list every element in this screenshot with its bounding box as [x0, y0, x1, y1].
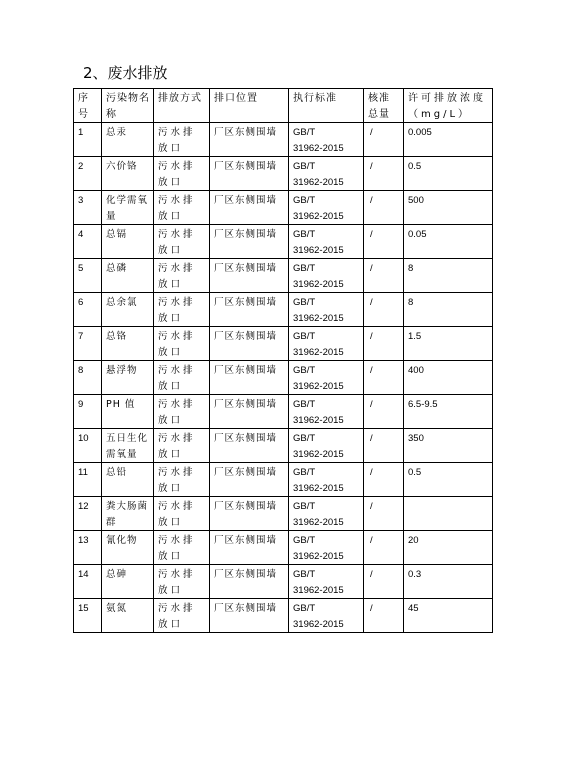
cell-limit: 0.5	[404, 463, 493, 497]
cell-location: 厂区东侧围墙	[210, 225, 289, 259]
cell-location: 厂区东侧围墙	[210, 293, 289, 327]
cell-pollutant: 氨氮	[102, 599, 154, 633]
standard-number: 31962-2015	[293, 516, 344, 528]
standard-code: GB/T	[293, 297, 316, 308]
cell-no: 9	[74, 395, 102, 429]
cell-standard	[289, 395, 364, 429]
cell-method: 污水排放口	[154, 463, 210, 497]
header-row	[74, 89, 493, 123]
cell-no: 4	[74, 225, 102, 259]
cell-no: 15	[74, 599, 102, 633]
header-approved: 核准总量	[364, 89, 404, 123]
standard-code: GB/T	[293, 263, 316, 274]
standard-code: GB/T	[293, 365, 316, 376]
cell-standard	[289, 463, 364, 497]
standard-number: 31962-2015	[293, 312, 344, 324]
cell-limit: 500	[404, 191, 493, 225]
cell-approved: /	[364, 531, 404, 565]
standard-number: 31962-2015	[293, 176, 344, 188]
standard-number: 31962-2015	[293, 414, 344, 426]
table-row	[74, 497, 493, 531]
standard-code: GB/T	[293, 331, 316, 342]
standard-number: 31962-2015	[293, 448, 344, 460]
cell-method: 污水排放口	[154, 123, 210, 157]
cell-approved: /	[364, 157, 404, 191]
standard-number: 31962-2015	[293, 210, 344, 222]
cell-limit: 0.5	[404, 157, 493, 191]
cell-standard	[289, 361, 364, 395]
standard-code: GB/T	[293, 399, 316, 410]
cell-standard	[289, 497, 364, 531]
cell-approved: /	[364, 395, 404, 429]
cell-no: 7	[74, 327, 102, 361]
cell-approved: /	[364, 361, 404, 395]
cell-location: 厂区东侧围墙	[210, 361, 289, 395]
cell-location: 厂区东侧围墙	[210, 565, 289, 599]
table-row	[74, 259, 493, 293]
cell-limit	[404, 497, 493, 531]
cell-no: 5	[74, 259, 102, 293]
cell-no: 11	[74, 463, 102, 497]
standard-code: GB/T	[293, 501, 316, 512]
table-row	[74, 395, 493, 429]
table-row	[74, 157, 493, 191]
wastewater-discharge-table	[73, 88, 493, 633]
table-row	[74, 599, 493, 633]
cell-pollutant: 总余氯	[102, 293, 154, 327]
cell-limit: 45	[404, 599, 493, 633]
cell-location: 厂区东侧围墙	[210, 157, 289, 191]
header-standard: 执行标准	[289, 89, 364, 123]
cell-limit: 350	[404, 429, 493, 463]
standard-number: 31962-2015	[293, 278, 344, 290]
cell-pollutant: 总汞	[102, 123, 154, 157]
table-row	[74, 565, 493, 599]
cell-standard	[289, 565, 364, 599]
cell-pollutant: PH 值	[102, 395, 154, 429]
cell-pollutant: 总镉	[102, 225, 154, 259]
standard-code: GB/T	[293, 127, 316, 138]
standard-number: 31962-2015	[293, 618, 344, 630]
cell-location: 厂区东侧围墙	[210, 123, 289, 157]
cell-method: 污水排放口	[154, 157, 210, 191]
cell-limit: 0.3	[404, 565, 493, 599]
cell-pollutant: 六价铬	[102, 157, 154, 191]
cell-method: 污水排放口	[154, 293, 210, 327]
cell-no: 14	[74, 565, 102, 599]
cell-approved: /	[364, 327, 404, 361]
cell-no: 10	[74, 429, 102, 463]
standard-code: GB/T	[293, 467, 316, 478]
cell-approved: /	[364, 225, 404, 259]
cell-standard	[289, 429, 364, 463]
cell-pollutant: 五日生化需氧量	[102, 429, 154, 463]
table-row	[74, 531, 493, 565]
cell-pollutant: 总铅	[102, 463, 154, 497]
standard-number: 31962-2015	[293, 550, 344, 562]
cell-standard	[289, 225, 364, 259]
cell-method: 污水排放口	[154, 599, 210, 633]
cell-location: 厂区东侧围墙	[210, 327, 289, 361]
cell-limit: 1.5	[404, 327, 493, 361]
standard-code: GB/T	[293, 195, 316, 206]
table-row	[74, 361, 493, 395]
cell-method: 污水排放口	[154, 565, 210, 599]
cell-no: 6	[74, 293, 102, 327]
cell-standard	[289, 327, 364, 361]
cell-limit: 0.05	[404, 225, 493, 259]
cell-limit: 0.005	[404, 123, 493, 157]
header-no: 序号	[74, 89, 102, 123]
cell-location: 厂区东侧围墙	[210, 531, 289, 565]
cell-method: 污水排放口	[154, 395, 210, 429]
table-row	[74, 429, 493, 463]
standard-number: 31962-2015	[293, 142, 344, 154]
standard-number: 31962-2015	[293, 346, 344, 358]
table-row	[74, 191, 493, 225]
standard-code: GB/T	[293, 161, 316, 172]
cell-location: 厂区东侧围墙	[210, 599, 289, 633]
cell-no: 8	[74, 361, 102, 395]
standard-number: 31962-2015	[293, 584, 344, 596]
standard-number: 31962-2015	[293, 380, 344, 392]
cell-pollutant: 粪大肠菌群	[102, 497, 154, 531]
cell-approved: /	[364, 429, 404, 463]
cell-no: 2	[74, 157, 102, 191]
cell-approved: /	[364, 497, 404, 531]
cell-standard	[289, 191, 364, 225]
cell-location: 厂区东侧围墙	[210, 191, 289, 225]
cell-method: 污水排放口	[154, 497, 210, 531]
cell-limit: 8	[404, 293, 493, 327]
cell-limit: 20	[404, 531, 493, 565]
cell-limit: 6.5-9.5	[404, 395, 493, 429]
cell-limit: 400	[404, 361, 493, 395]
standard-code: GB/T	[293, 535, 316, 546]
cell-pollutant: 化学需氧量	[102, 191, 154, 225]
cell-no: 3	[74, 191, 102, 225]
table-row	[74, 463, 493, 497]
cell-method: 污水排放口	[154, 327, 210, 361]
header-location: 排口位置	[210, 89, 289, 123]
cell-standard	[289, 599, 364, 633]
table-row	[74, 225, 493, 259]
cell-no: 13	[74, 531, 102, 565]
cell-approved: /	[364, 191, 404, 225]
cell-method: 污水排放口	[154, 531, 210, 565]
standard-number: 31962-2015	[293, 244, 344, 256]
cell-method: 污水排放口	[154, 429, 210, 463]
cell-standard	[289, 259, 364, 293]
cell-pollutant: 总磷	[102, 259, 154, 293]
cell-standard	[289, 293, 364, 327]
cell-approved: /	[364, 259, 404, 293]
header-pollutant: 污染物名称	[102, 89, 154, 123]
cell-approved: /	[364, 123, 404, 157]
cell-method: 污水排放口	[154, 259, 210, 293]
cell-pollutant: 悬浮物	[102, 361, 154, 395]
cell-method: 污水排放口	[154, 225, 210, 259]
cell-approved: /	[364, 463, 404, 497]
table-row	[74, 123, 493, 157]
standard-code: GB/T	[293, 229, 316, 240]
cell-pollutant: 总砷	[102, 565, 154, 599]
cell-no: 1	[74, 123, 102, 157]
cell-standard	[289, 157, 364, 191]
section-title: 2、废水排放	[83, 64, 168, 82]
cell-pollutant: 总铬	[102, 327, 154, 361]
cell-approved: /	[364, 599, 404, 633]
standard-code: GB/T	[293, 569, 316, 580]
cell-approved: /	[364, 293, 404, 327]
cell-location: 厂区东侧围墙	[210, 259, 289, 293]
table-row	[74, 327, 493, 361]
cell-method: 污水排放口	[154, 361, 210, 395]
cell-no: 12	[74, 497, 102, 531]
cell-approved: /	[364, 565, 404, 599]
cell-method: 污水排放口	[154, 191, 210, 225]
standard-code: GB/T	[293, 433, 316, 444]
header-method: 排放方式	[154, 89, 210, 123]
cell-location: 厂区东侧围墙	[210, 429, 289, 463]
cell-location: 厂区东侧围墙	[210, 497, 289, 531]
standard-number: 31962-2015	[293, 482, 344, 494]
cell-pollutant: 氰化物	[102, 531, 154, 565]
cell-standard	[289, 531, 364, 565]
header-limit: 许可排放浓度（mg/L）	[404, 89, 493, 123]
cell-standard	[289, 123, 364, 157]
standard-code: GB/T	[293, 603, 316, 614]
cell-limit: 8	[404, 259, 493, 293]
table-row	[74, 293, 493, 327]
cell-location: 厂区东侧围墙	[210, 395, 289, 429]
cell-location: 厂区东侧围墙	[210, 463, 289, 497]
